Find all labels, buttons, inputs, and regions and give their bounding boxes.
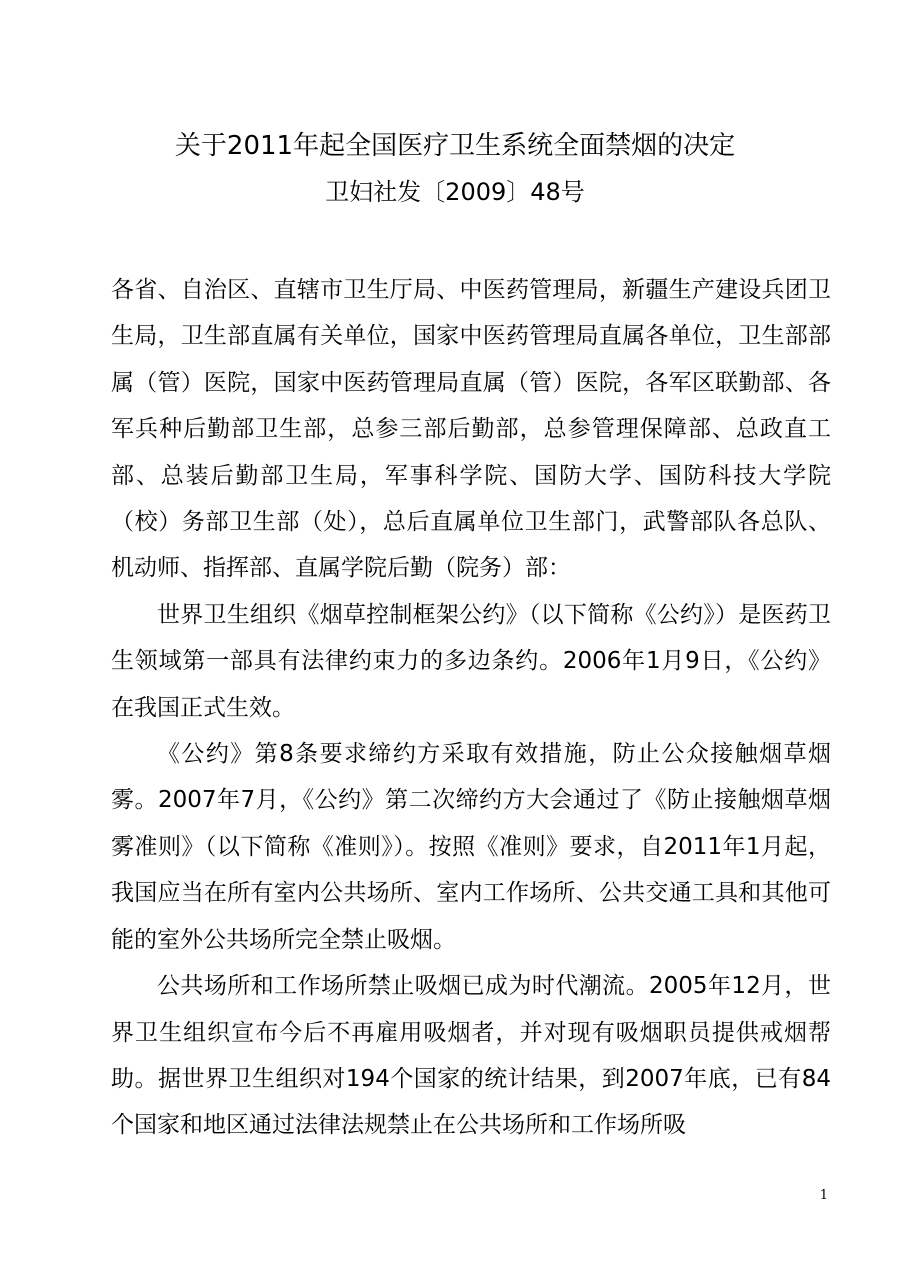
- document-title: 关于2011年起全国医疗卫生系统全面禁烟的决定: [174, 131, 736, 161]
- body-paragraph: 《公约》第8条要求缔约方采取有效措施，防止公众接触烟草烟雾。2007年7月，《公约》第二次缔约方大会通过了《防止接触烟草烟雾准则》（以下简称《准则》）。按照《准则》要求，自2011年1月起，我国应当在所有室内公共场所、室内工作场所、公共交通工具和其他可能的室外公共场所完全禁止吸烟。: [111, 741, 831, 953]
- body-paragraph: 公共场所和工作场所禁止吸烟已成为时代潮流。2005年12月，世界卫生组织宣布今后不再雇用吸烟者，并对现有吸烟职员提供戒烟帮助。据世界卫生组织对194个国家的统计结果，到2007年底，已有84个国家和地区通过法律法规禁止在公共场所和工作场所吸: [111, 973, 831, 1139]
- document-number: 卫妇社发〔2009〕48号: [325, 178, 585, 206]
- document-body: [111, 267, 831, 1149]
- addressee-paragraph: 各省、自治区、直辖市卫生厅局、中医药管理局，新疆生产建设兵团卫生局，卫生部直属有关单位，国家中医药管理局直属各单位，卫生部部属（管）医院，国家中医药管理局直属（管）医院，各军区联勤部、各军兵种后勤部卫生部，总参三部后勤部，总参管理保障部、总政直工部、总装后勤部卫生局，军事科学院、国防大学、国防科技大学院（校）务部卫生部（处），总后直属单位卫生部门，武警部队各总队、机动师、指挥部、直属学院后勤（院务）部：: [111, 277, 831, 582]
- body-paragraph: 世界卫生组织《烟草控制框架公约》（以下简称《公约》）是医药卫生领域第一部具有法律约束力的多边条约。2006年1月9日，《公约》在我国正式生效。: [111, 601, 831, 721]
- page-number: 1: [819, 1188, 828, 1203]
